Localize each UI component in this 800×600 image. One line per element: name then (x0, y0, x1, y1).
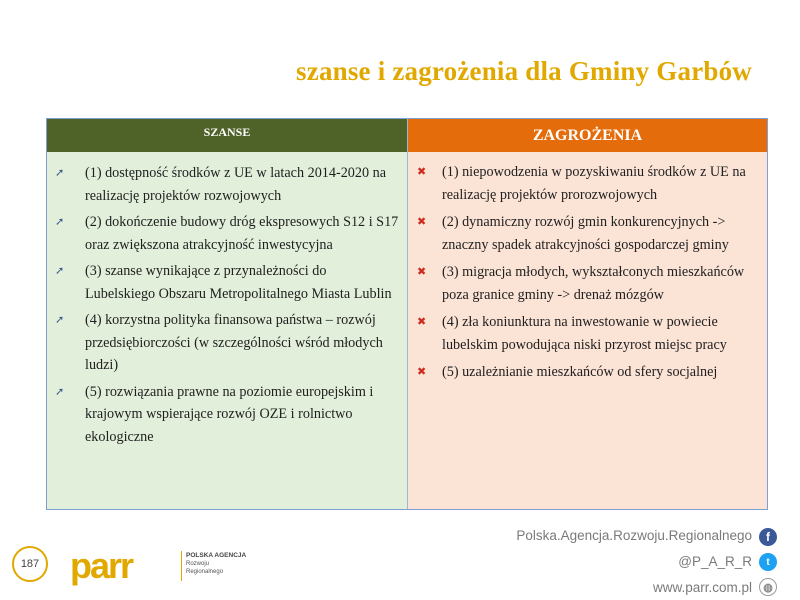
threats-list (408, 152, 767, 384)
threat-item: ✖ (1) niepowodzenia w pozyskiwaniu środków z UE na realizację projektów prorozwojowych (408, 161, 767, 206)
opportunity-item: ➚ (5) rozwiązania prawne na poziomie europejskim i krajowym wspierające rozwój OZE i rolnictwo ekologiczne (47, 381, 407, 449)
opportunities-list (47, 152, 407, 448)
opportunity-item: ➚ (1) dostępność środków z UE w latach 2014-2020 na realizację projektów rozwojowych (47, 162, 407, 207)
x-mark-icon: ✖ (417, 365, 427, 378)
x-mark-icon: ✖ (417, 215, 427, 228)
twitter-link[interactable]: @P_A_R_R (678, 554, 752, 569)
opportunities-column (47, 119, 408, 509)
threats-column (408, 119, 767, 509)
logo-divider (181, 551, 182, 581)
arrow-up-right-icon: ➚ (55, 264, 65, 277)
opportunity-item: ➚ (3) szanse wynikające z przynależności do Lubelskiego Obszaru Metropolitalnego Miasta Lublin (47, 260, 407, 305)
threat-item: ✖ (5) uzależnianie mieszkańców od sfery socjalnej (408, 361, 767, 384)
twitter-icon[interactable]: t (759, 553, 777, 571)
threat-item: ✖ (3) migracja młodych, wykształconych mieszkańców poza granice gminy -> drenaż mózgów (408, 261, 767, 306)
opportunity-item: ➚ (2) dokończenie budowy dróg ekspresowych S12 i S17 oraz zwiększona atrakcyjność inwestycyjna (47, 211, 407, 256)
swot-table (46, 118, 768, 510)
x-mark-icon: ✖ (417, 315, 427, 328)
website-link[interactable]: www.parr.com.pl (652, 580, 752, 595)
threats-header: ZAGROŻENIA (408, 119, 767, 152)
slide-title: szanse i zagrożenia dla Gminy Garbów (296, 56, 752, 86)
logo-caption: POLSKA AGENCJA Rozwoju Regionalnego (186, 552, 247, 575)
opportunity-item: ➚ (4) korzystna polityka finansowa państwa – rozwój przedsiębiorczości (w szczególności wśród młodych ludzi) (47, 309, 407, 377)
opportunities-header: SZANSE (47, 119, 407, 152)
globe-icon[interactable]: ◍ (759, 578, 777, 596)
facebook-link[interactable]: Polska.Agencja.Rozwoju.Regionalnego (516, 528, 752, 543)
parr-logo: parr (70, 545, 133, 586)
arrow-up-right-icon: ➚ (55, 215, 65, 228)
x-mark-icon: ✖ (417, 265, 427, 278)
x-mark-icon: ✖ (417, 165, 427, 178)
threat-item: ✖ (4) zła koniunktura na inwestowanie w powiecie lubelskim powodująca niski przyrost miejsc pracy (408, 311, 767, 356)
threat-item: ✖ (2) dynamiczny rozwój gmin konkurencyjnych -> znaczny spadek atrakcyjności gospodarczej gminy (408, 211, 767, 256)
page-number: 187 (12, 546, 48, 582)
facebook-icon[interactable]: f (759, 528, 777, 546)
arrow-up-right-icon: ➚ (55, 313, 65, 326)
arrow-up-right-icon: ➚ (55, 166, 65, 179)
arrow-up-right-icon: ➚ (55, 384, 65, 398)
